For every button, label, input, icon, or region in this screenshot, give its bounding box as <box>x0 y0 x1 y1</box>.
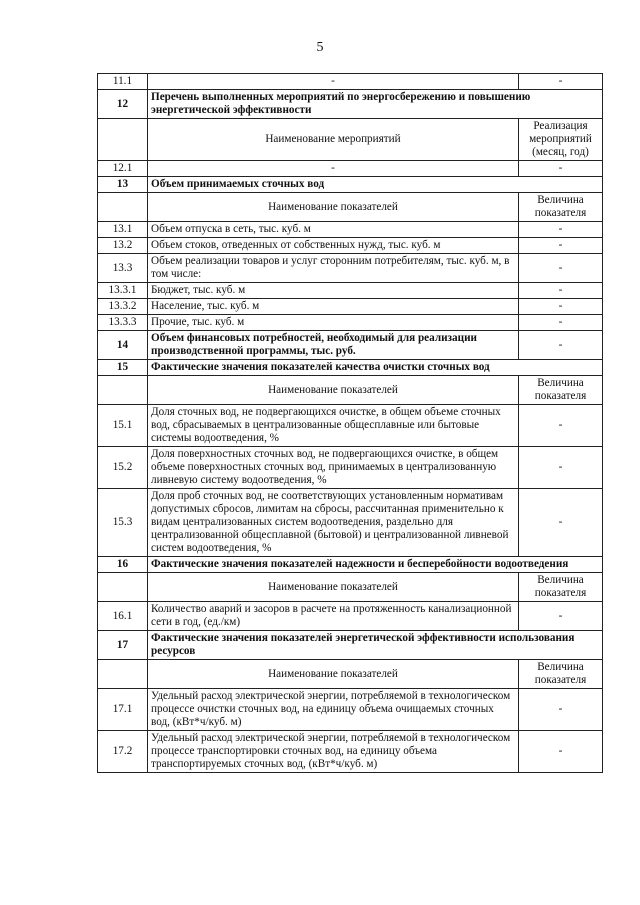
indicator-name: - <box>148 161 519 177</box>
column-header-value: Величина показателя <box>519 573 603 602</box>
column-header-name: Наименование показателей <box>148 376 519 405</box>
column-header-value: Реализация мероприятий (месяц, год) <box>519 119 603 161</box>
section-row <box>98 360 603 376</box>
section-number: 12 <box>98 90 148 119</box>
section-title: Перечень выполненных мероприятий по энергосбережению и повышению энергетической эффективности <box>148 90 603 119</box>
table-row <box>98 254 603 283</box>
row-number: 13.2 <box>98 238 148 254</box>
indicator-value: - <box>519 602 603 631</box>
indicator-value: - <box>519 283 603 299</box>
header-empty-cell <box>98 376 148 405</box>
row-number: 16.1 <box>98 602 148 631</box>
row-number: 12.1 <box>98 161 148 177</box>
indicator-value: - <box>519 315 603 331</box>
table-row <box>98 283 603 299</box>
indicator-value: - <box>519 489 603 557</box>
indicator-name: Бюджет, тыс. куб. м <box>148 283 519 299</box>
indicator-name: Прочие, тыс. куб. м <box>148 315 519 331</box>
page-number: 5 <box>316 40 324 55</box>
table-row <box>98 74 603 90</box>
table-row <box>98 602 603 631</box>
section-number: 13 <box>98 177 148 193</box>
header-empty-cell <box>98 573 148 602</box>
indicator-value: - <box>519 254 603 283</box>
column-header-name: Наименование мероприятий <box>148 119 519 161</box>
row-number: 15.2 <box>98 447 148 489</box>
indicator-name: - <box>148 74 519 90</box>
row-number: 17.1 <box>98 689 148 731</box>
column-header-row <box>98 376 603 405</box>
row-number: 13.3 <box>98 254 148 283</box>
row-number: 13.3.1 <box>98 283 148 299</box>
indicator-value: - <box>519 74 603 90</box>
section-row <box>98 177 603 193</box>
indicator-value: - <box>519 222 603 238</box>
column-header-row <box>98 119 603 161</box>
column-header-row <box>98 660 603 689</box>
row-number: 17.2 <box>98 731 148 773</box>
report-table <box>97 73 603 773</box>
indicator-name: Объем реализации товаров и услуг сторонним потребителям, тыс. куб. м, в том числе: <box>148 254 519 283</box>
indicator-value: - <box>519 161 603 177</box>
table-row <box>98 299 603 315</box>
column-header-name: Наименование показателей <box>148 573 519 602</box>
section-row <box>98 631 603 660</box>
column-header-value: Величина показателя <box>519 660 603 689</box>
indicator-name: Объем отпуска в сеть, тыс. куб. м <box>148 222 519 238</box>
column-header-name: Наименование показателей <box>148 193 519 222</box>
table-row <box>98 405 603 447</box>
section-title: Объем финансовых потребностей, необходимый для реализации производственной программы, тыс. руб. <box>148 331 519 360</box>
table-row <box>98 315 603 331</box>
table-row <box>98 222 603 238</box>
table-row <box>98 489 603 557</box>
header-empty-cell <box>98 660 148 689</box>
section-number: 16 <box>98 557 148 573</box>
table-row <box>98 161 603 177</box>
column-header-value: Величина показателя <box>519 376 603 405</box>
row-number: 11.1 <box>98 74 148 90</box>
indicator-name: Объем стоков, отведенных от собственных нужд, тыс. куб. м <box>148 238 519 254</box>
section-number: 14 <box>98 331 148 360</box>
table-row <box>98 689 603 731</box>
row-number: 15.3 <box>98 489 148 557</box>
report-body <box>98 74 603 773</box>
indicator-value: - <box>519 238 603 254</box>
section-row <box>98 331 603 360</box>
section-title: Фактические значения показателей качества очистки сточных вод <box>148 360 603 376</box>
indicator-value: - <box>519 689 603 731</box>
row-number: 13.3.2 <box>98 299 148 315</box>
section-number: 17 <box>98 631 148 660</box>
column-header-row <box>98 573 603 602</box>
indicator-value: - <box>519 447 603 489</box>
indicator-name: Население, тыс. куб. м <box>148 299 519 315</box>
header-empty-cell <box>98 119 148 161</box>
indicator-name: Доля проб сточных вод, не соответствующих установленным нормативам допустимых сбросов, лимитам на сбросы, рассчитанная применительно к видам централизованных систем водоотведения, раздельно для централизованной общесплавной (бытовой) и централизованной ливневой систем водоотведения, % <box>148 489 519 557</box>
indicator-name: Количество аварий и засоров в расчете на протяженность канализационной сети в год, (ед./км) <box>148 602 519 631</box>
row-number: 13.3.3 <box>98 315 148 331</box>
indicator-value: - <box>519 731 603 773</box>
column-header-value: Величина показателя <box>519 193 603 222</box>
table-row <box>98 447 603 489</box>
table-row <box>98 731 603 773</box>
indicator-value: - <box>519 405 603 447</box>
header-empty-cell <box>98 193 148 222</box>
column-header-row <box>98 193 603 222</box>
row-number: 15.1 <box>98 405 148 447</box>
indicator-name: Доля сточных вод, не подвергающихся очистке, в общем объеме сточных вод, сбрасываемых в централизованные общесплавные или бытовые системы водоотведения, % <box>148 405 519 447</box>
section-row <box>98 90 603 119</box>
indicator-name: Удельный расход электрической энергии, потребляемой в технологическом процессе транспортировки сточных вод, на единицу объема транспортируемых сточных вод, (кВт*ч/куб. м) <box>148 731 519 773</box>
indicator-name: Удельный расход электрической энергии, потребляемой в технологическом процессе очистки сточных вод, на единицу объема очищаемых сточных вод, (кВт*ч/куб. м) <box>148 689 519 731</box>
table-row <box>98 238 603 254</box>
section-row <box>98 557 603 573</box>
indicator-value: - <box>519 299 603 315</box>
section-title: Фактические значения показателей энергетической эффективности использования ресурсов <box>148 631 603 660</box>
column-header-name: Наименование показателей <box>148 660 519 689</box>
section-title: Объем принимаемых сточных вод <box>148 177 603 193</box>
row-number: 13.1 <box>98 222 148 238</box>
section-value: - <box>519 331 603 360</box>
section-title: Фактические значения показателей надежности и бесперебойности водоотведения <box>148 557 603 573</box>
indicator-name: Доля поверхностных сточных вод, не подвергающихся очистке, в общем объеме поверхностных сточных вод, принимаемых в централизованную ливневую систему водоотведения, % <box>148 447 519 489</box>
section-number: 15 <box>98 360 148 376</box>
